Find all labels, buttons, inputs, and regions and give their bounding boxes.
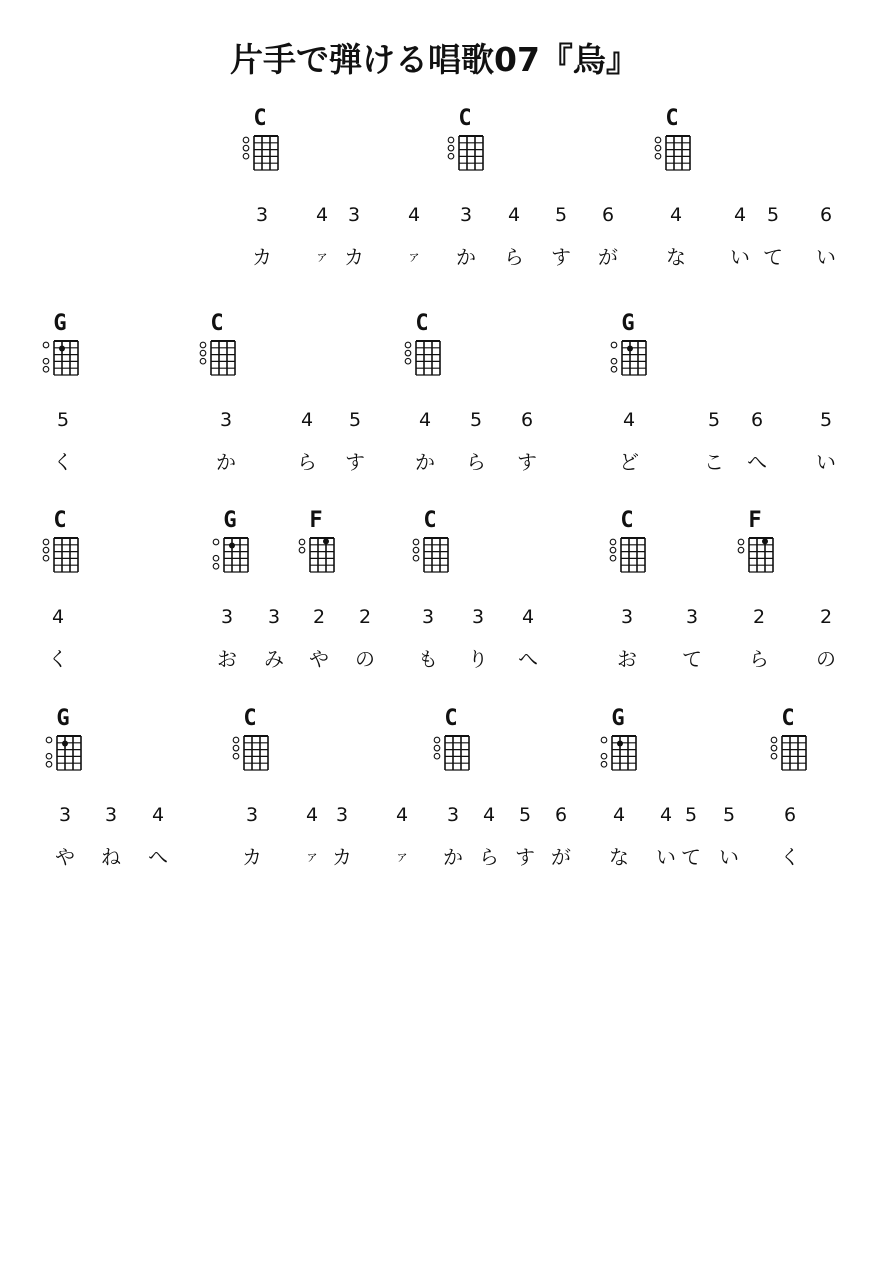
note-number: 6 [520, 409, 534, 431]
chord-name: G [53, 311, 67, 336]
lyric-syllable: ら [466, 450, 486, 474]
chord-name: C [243, 706, 257, 731]
chord-diagram [187, 337, 247, 385]
lyric-syllable: て [681, 845, 701, 869]
lyric-syllable: ァ [305, 849, 319, 865]
open-string-marker [43, 547, 49, 553]
chord-diagram [588, 732, 648, 780]
lyric-syllable: カ [252, 245, 272, 269]
lyric-syllable: り [468, 647, 488, 671]
open-string-marker [43, 539, 49, 545]
lyric-syllable: か [415, 450, 435, 474]
chord-diagram [421, 732, 481, 780]
lyric-syllable: い [816, 245, 836, 269]
lyric-syllable: な [609, 845, 629, 869]
open-string-marker [434, 745, 440, 751]
lyric-syllable: や [309, 647, 329, 671]
note-number: 5 [707, 409, 721, 431]
lyric-syllable: が [551, 845, 571, 869]
open-string-marker [610, 539, 616, 545]
note-number: 3 [220, 606, 234, 628]
note-number: 3 [620, 606, 634, 628]
open-string-marker [299, 539, 305, 545]
finger-dot [229, 542, 235, 548]
chord-c [230, 108, 290, 180]
lyric-syllable: く [780, 845, 800, 869]
lyric-syllable: こ [704, 450, 724, 474]
note-number: 4 [305, 804, 319, 826]
open-string-marker [213, 539, 219, 545]
finger-dot [59, 345, 65, 351]
note-number: 4 [669, 204, 683, 226]
open-string-marker [434, 753, 440, 759]
open-string-marker [738, 547, 744, 553]
lyric-syllable: ら [749, 647, 769, 671]
note-number: 3 [471, 606, 485, 628]
lyric-syllable: い [730, 245, 750, 269]
lyric-syllable: の [816, 647, 836, 671]
open-string-marker [413, 547, 419, 553]
lyric-syllable: が [598, 245, 618, 269]
chord-g [200, 510, 260, 582]
chord-diagram [598, 337, 658, 385]
note-number: 4 [151, 804, 165, 826]
note-number: 2 [358, 606, 372, 628]
chord-diagram [725, 534, 785, 582]
open-string-marker [413, 539, 419, 545]
note-number: 5 [554, 204, 568, 226]
open-string-marker [233, 745, 239, 751]
open-string-marker [611, 366, 617, 372]
chord-name: F [748, 508, 762, 533]
note-number: 3 [104, 804, 118, 826]
lyric-syllable: ら [479, 845, 499, 869]
open-string-marker [46, 737, 52, 743]
chord-c [435, 108, 495, 180]
note-number: 6 [783, 804, 797, 826]
open-string-marker [448, 153, 454, 159]
note-number: 6 [554, 804, 568, 826]
open-string-marker [233, 753, 239, 759]
finger-dot [762, 538, 768, 544]
lyric-syllable: や [55, 845, 75, 869]
note-number: 4 [300, 409, 314, 431]
lyric-syllable: ァ [407, 249, 421, 265]
chord-name: C [210, 311, 224, 336]
note-number: 5 [56, 409, 70, 431]
chord-c [421, 708, 481, 780]
lyric-syllable: ね [101, 845, 121, 869]
lyric-syllable: す [551, 245, 571, 269]
open-string-marker [413, 555, 419, 561]
chord-diagram [758, 732, 818, 780]
note-number: 3 [685, 606, 699, 628]
open-string-marker [213, 555, 219, 561]
finger-dot [627, 345, 633, 351]
open-string-marker [213, 563, 219, 569]
note-number: 5 [348, 409, 362, 431]
chord-name: C [423, 508, 437, 533]
note-number: 3 [347, 204, 361, 226]
lyric-syllable: へ [148, 845, 168, 869]
finger-dot [62, 740, 68, 746]
chord-c [758, 708, 818, 780]
note-number: 4 [51, 606, 65, 628]
finger-dot [617, 740, 623, 746]
chord-g [30, 313, 90, 385]
chord-c [187, 313, 247, 385]
note-number: 5 [469, 409, 483, 431]
chord-c [220, 708, 280, 780]
note-number: 3 [446, 804, 460, 826]
open-string-marker [405, 342, 411, 348]
open-string-marker [200, 358, 206, 364]
lyric-syllable: て [682, 647, 702, 671]
open-string-marker [611, 342, 617, 348]
open-string-marker [405, 350, 411, 356]
lyric-syllable: す [517, 450, 537, 474]
chord-name: C [620, 508, 634, 533]
note-number: 2 [819, 606, 833, 628]
chord-name: G [621, 311, 635, 336]
open-string-marker [43, 342, 49, 348]
open-string-marker [655, 145, 661, 151]
lyric-syllable: へ [518, 647, 538, 671]
open-string-marker [299, 547, 305, 553]
note-number: 6 [750, 409, 764, 431]
lyric-syllable: な [666, 245, 686, 269]
open-string-marker [243, 145, 249, 151]
note-number: 5 [518, 804, 532, 826]
open-string-marker [43, 555, 49, 561]
open-string-marker [611, 358, 617, 364]
open-string-marker [655, 137, 661, 143]
chord-diagram [230, 132, 290, 180]
note-number: 4 [521, 606, 535, 628]
chord-diagram [392, 337, 452, 385]
open-string-marker [46, 753, 52, 759]
open-string-marker [200, 342, 206, 348]
open-string-marker [405, 358, 411, 364]
lyric-syllable: カ [332, 845, 352, 869]
open-string-marker [771, 745, 777, 751]
open-string-marker [771, 753, 777, 759]
open-string-marker [243, 137, 249, 143]
lyric-syllable: へ [747, 450, 767, 474]
open-string-marker [43, 358, 49, 364]
open-string-marker [448, 137, 454, 143]
chord-name: C [458, 106, 472, 131]
open-string-marker [46, 761, 52, 767]
lyric-syllable: ど [619, 450, 639, 474]
note-number: 3 [267, 606, 281, 628]
note-number: 3 [58, 804, 72, 826]
note-number: 5 [766, 204, 780, 226]
chord-name: C [415, 311, 429, 336]
chord-diagram [200, 534, 260, 582]
finger-dot [323, 538, 329, 544]
open-string-marker [448, 145, 454, 151]
chord-diagram [286, 534, 346, 582]
note-number: 5 [684, 804, 698, 826]
chord-c [30, 510, 90, 582]
open-string-marker [601, 753, 607, 759]
lyric-syllable: も [418, 647, 438, 671]
lyric-syllable: い [816, 450, 836, 474]
lyric-syllable: お [217, 647, 237, 671]
note-number: 4 [507, 204, 521, 226]
chord-name: C [781, 706, 795, 731]
lyric-syllable: カ [242, 845, 262, 869]
note-number: 4 [612, 804, 626, 826]
chord-g [598, 313, 658, 385]
note-number: 3 [459, 204, 473, 226]
chord-g [588, 708, 648, 780]
note-number: 3 [421, 606, 435, 628]
open-string-marker [738, 539, 744, 545]
chord-f [725, 510, 785, 582]
chord-c [400, 510, 460, 582]
chord-c [642, 108, 702, 180]
open-string-marker [434, 737, 440, 743]
open-string-marker [655, 153, 661, 159]
note-number: 4 [395, 804, 409, 826]
note-number: 4 [482, 804, 496, 826]
chord-diagram [33, 732, 93, 780]
note-number: 6 [819, 204, 833, 226]
chord-c [392, 313, 452, 385]
chord-name: G [223, 508, 237, 533]
open-string-marker [610, 555, 616, 561]
open-string-marker [243, 153, 249, 159]
note-number: 4 [315, 204, 329, 226]
open-string-marker [43, 366, 49, 372]
note-number: 3 [245, 804, 259, 826]
note-number: 5 [819, 409, 833, 431]
open-string-marker [601, 737, 607, 743]
lyric-syllable: ァ [395, 849, 409, 865]
chord-diagram [220, 732, 280, 780]
note-number: 2 [752, 606, 766, 628]
note-number: 3 [335, 804, 349, 826]
lyric-syllable: ら [297, 450, 317, 474]
note-number: 5 [722, 804, 736, 826]
open-string-marker [771, 737, 777, 743]
lyric-syllable: か [443, 845, 463, 869]
chord-diagram [642, 132, 702, 180]
lyric-syllable: く [48, 647, 68, 671]
lyric-syllable: ら [504, 245, 524, 269]
chord-g [33, 708, 93, 780]
open-string-marker [601, 761, 607, 767]
lyric-syllable: か [456, 245, 476, 269]
note-number: 4 [659, 804, 673, 826]
lyric-syllable: く [53, 450, 73, 474]
chord-name: G [56, 706, 70, 731]
note-number: 6 [601, 204, 615, 226]
lyric-syllable: て [763, 245, 783, 269]
chord-name: C [53, 508, 67, 533]
chord-f [286, 510, 346, 582]
lyric-syllable: お [617, 647, 637, 671]
chord-name: C [253, 106, 267, 131]
lyric-syllable: い [719, 845, 739, 869]
note-number: 2 [312, 606, 326, 628]
chord-diagram [435, 132, 495, 180]
note-number: 4 [418, 409, 432, 431]
page-title: 片手で弾ける唱歌07『烏』 [230, 40, 639, 79]
chord-name: G [611, 706, 625, 731]
open-string-marker [610, 547, 616, 553]
chord-name: F [309, 508, 323, 533]
note-number: 4 [407, 204, 421, 226]
chord-name: C [444, 706, 458, 731]
chord-c [597, 510, 657, 582]
chord-diagram [30, 337, 90, 385]
lyric-syllable: す [345, 450, 365, 474]
open-string-marker [233, 737, 239, 743]
lyric-syllable: す [515, 845, 535, 869]
note-number: 3 [219, 409, 233, 431]
lyric-syllable: か [216, 450, 236, 474]
lyric-syllable: カ [344, 245, 364, 269]
chord-diagram [400, 534, 460, 582]
lyric-syllable: の [355, 647, 375, 671]
chord-name: C [665, 106, 679, 131]
lyric-syllable: み [264, 647, 284, 671]
lyric-syllable: い [656, 845, 676, 869]
note-number: 3 [255, 204, 269, 226]
note-number: 4 [733, 204, 747, 226]
open-string-marker [200, 350, 206, 356]
lyric-syllable: ァ [315, 249, 329, 265]
chord-diagram [30, 534, 90, 582]
note-number: 4 [622, 409, 636, 431]
chord-diagram [597, 534, 657, 582]
